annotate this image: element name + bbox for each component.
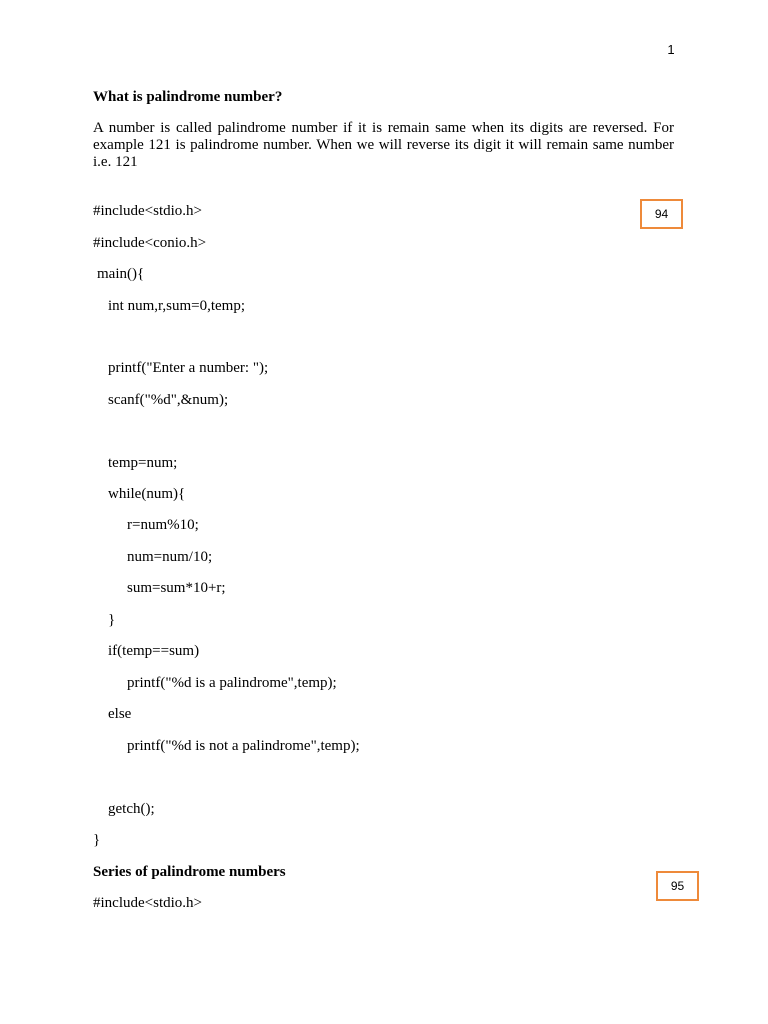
code-line: temp=num; <box>108 455 178 471</box>
code-line: } <box>108 612 116 628</box>
callout-box-94: 94 <box>640 199 683 229</box>
callout-box-95: 95 <box>656 871 699 901</box>
code-line: int num,r,sum=0,temp; <box>108 298 246 314</box>
code-line: scanf("%d",&num); <box>108 392 229 408</box>
code-line: printf("%d is not a palindrome",temp); <box>127 738 360 754</box>
code-line: printf("%d is a palindrome",temp); <box>127 675 337 691</box>
code-line: #include<stdio.h> <box>93 895 202 911</box>
code-line: #include<conio.h> <box>93 235 207 251</box>
code-line: sum=sum*10+r; <box>127 580 226 596</box>
code-line: else <box>108 706 132 722</box>
code-line: #include<stdio.h> <box>93 203 202 219</box>
intro-paragraph: A number is called palindrome number if it is remain same when its digits are reversed. For example 121 is palindrome number. When we will reverse its digit it will remain same number i.e. 121 <box>93 120 674 170</box>
section-heading-series: Series of palindrome numbers <box>93 864 286 880</box>
page-number: 1 <box>667 42 675 57</box>
code-line: r=num%10; <box>127 517 199 533</box>
code-line: } <box>93 832 101 848</box>
code-line: if(temp==sum) <box>108 643 200 659</box>
code-line: getch(); <box>108 801 155 817</box>
section-heading-palindrome: What is palindrome number? <box>93 89 283 105</box>
code-line: num=num/10; <box>127 549 213 565</box>
code-line: while(num){ <box>108 486 186 502</box>
code-line: printf("Enter a number: "); <box>108 360 269 376</box>
code-line: main(){ <box>97 266 145 282</box>
